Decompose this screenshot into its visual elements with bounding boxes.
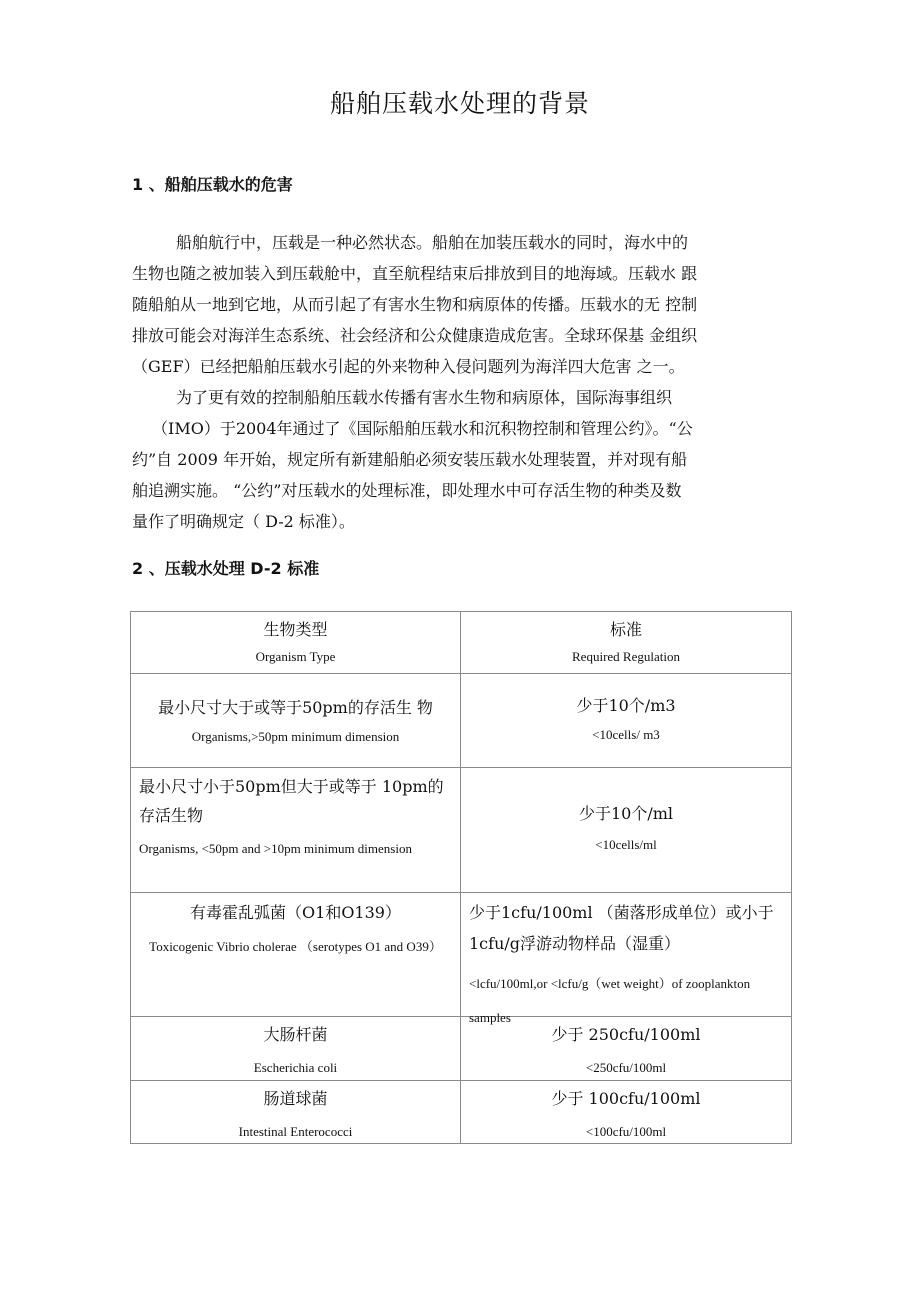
page-title: 船舶压载水处理的背景: [329, 89, 590, 118]
table-row: [131, 1081, 792, 1144]
section-2-heading: 2 、压载水处理 D-2 标准: [132, 559, 320, 578]
standard-cn: 少于10个/ml: [578, 804, 674, 823]
table-row: [131, 1017, 792, 1081]
header-cell-regulation: [461, 612, 792, 674]
section-1-heading: 1 、船舶压载水的危害: [132, 175, 293, 194]
header-en: Required Regulation: [572, 649, 680, 664]
organism-en: Intestinal Enterococci: [238, 1124, 353, 1139]
standard-en: <10cells/ml: [595, 837, 657, 852]
paragraph-line: 舶追溯实施。 “公约”对压载水的处理标准，即处理水中可存活生物的种类及数: [132, 481, 682, 500]
header-cn: 生物类型: [263, 620, 328, 639]
organism-cn: 最小尺寸小于50pm但大于或等于 10pm的存活生物: [139, 777, 444, 825]
table-header-row: [131, 612, 792, 674]
header-en: Organism Type: [255, 649, 336, 664]
header-cn: 标准: [609, 620, 642, 639]
standard-cell: [461, 674, 792, 768]
standard-cn: 少于10个/m3: [576, 696, 676, 715]
organism-cn: 肠道球菌: [263, 1089, 328, 1108]
header-cell-organism-type: [131, 612, 461, 674]
standard-en: <lcfu/100ml,or <lcfu/g（wet weight）of zooplankton samples: [469, 976, 751, 1025]
organism-cn: 最小尺寸大于或等于50pm的存活生 物: [158, 698, 433, 717]
organism-cell: [131, 893, 461, 1017]
organism-cell: [131, 674, 461, 768]
organism-cell: [131, 768, 461, 893]
standard-en: <10cells/ m3: [592, 727, 660, 742]
table-row: [131, 768, 792, 893]
paragraph-line: 船舶航行中，压载是一种必然状态。船舶在加装压载水的同时，海水中的: [176, 233, 689, 252]
section-1-paragraph-2: [132, 382, 792, 537]
section-1-paragraph-1: [132, 227, 792, 382]
paragraph-line: 约”自 2009 年开始，规定所有新建船舶必须安装压载水处理装置，并对现有船: [132, 450, 688, 469]
standard-cn: 少于1cfu/100ml （菌落形成单位）或小于1cfu/g浮游动物样品（湿重）: [469, 903, 774, 953]
paragraph-line: （GEF）已经把船舶压载水引起的外来物种入侵问题列为海洋四大危害 之一。: [132, 357, 685, 376]
organism-en: Toxicogenic Vibrio cholerae （serotypes O1 and O39）: [149, 939, 442, 954]
standard-cell: [461, 768, 792, 893]
organism-en: Escherichia coli: [253, 1060, 338, 1075]
table-row: [131, 893, 792, 1017]
standard-cn: 少于 250cfu/100ml: [551, 1025, 701, 1044]
organism-cell: [131, 1017, 461, 1081]
paragraph-line: 量作了明确规定（ D-2 标准）。: [132, 512, 355, 531]
paragraph-line: 生物也随之被加装入到压载舱中，直至航程结束后排放到目的地海域。压载水 跟: [132, 264, 698, 283]
standard-en: <100cfu/100ml: [585, 1124, 667, 1139]
standard-cell: [461, 1081, 792, 1144]
standard-cn: 少于 100cfu/100ml: [551, 1089, 701, 1108]
standard-en: <250cfu/100ml: [585, 1060, 667, 1075]
paragraph-line: （IMO）于2004年通过了《国际船舶压载水和沉积物控制和管理公约》。“公: [152, 419, 693, 438]
table-row: [131, 674, 792, 768]
paragraph-line: 为了更有效的控制船舶压载水传播有害水生物和病原体，国际海事组织: [176, 388, 673, 407]
organism-cell: [131, 1081, 461, 1144]
paragraph-line: 排放可能会对海洋生态系统、社会经济和公众健康造成危害。全球环保基 金组织: [132, 326, 698, 345]
organism-en: Organisms, <50pm and >10pm minimum dimension: [139, 841, 412, 856]
paragraph-line: 随船舶从一地到它地，从而引起了有害水生物和病原体的传播。压载水的无 控制: [132, 295, 698, 314]
organism-cn: 有毒霍乱弧菌（O1和O139）: [190, 903, 401, 922]
organism-cn: 大肠杆菌: [263, 1025, 328, 1044]
d2-standard-table: [130, 611, 792, 1144]
standard-cell: [461, 893, 792, 1025]
organism-en: Organisms,>50pm minimum dimension: [191, 729, 400, 744]
